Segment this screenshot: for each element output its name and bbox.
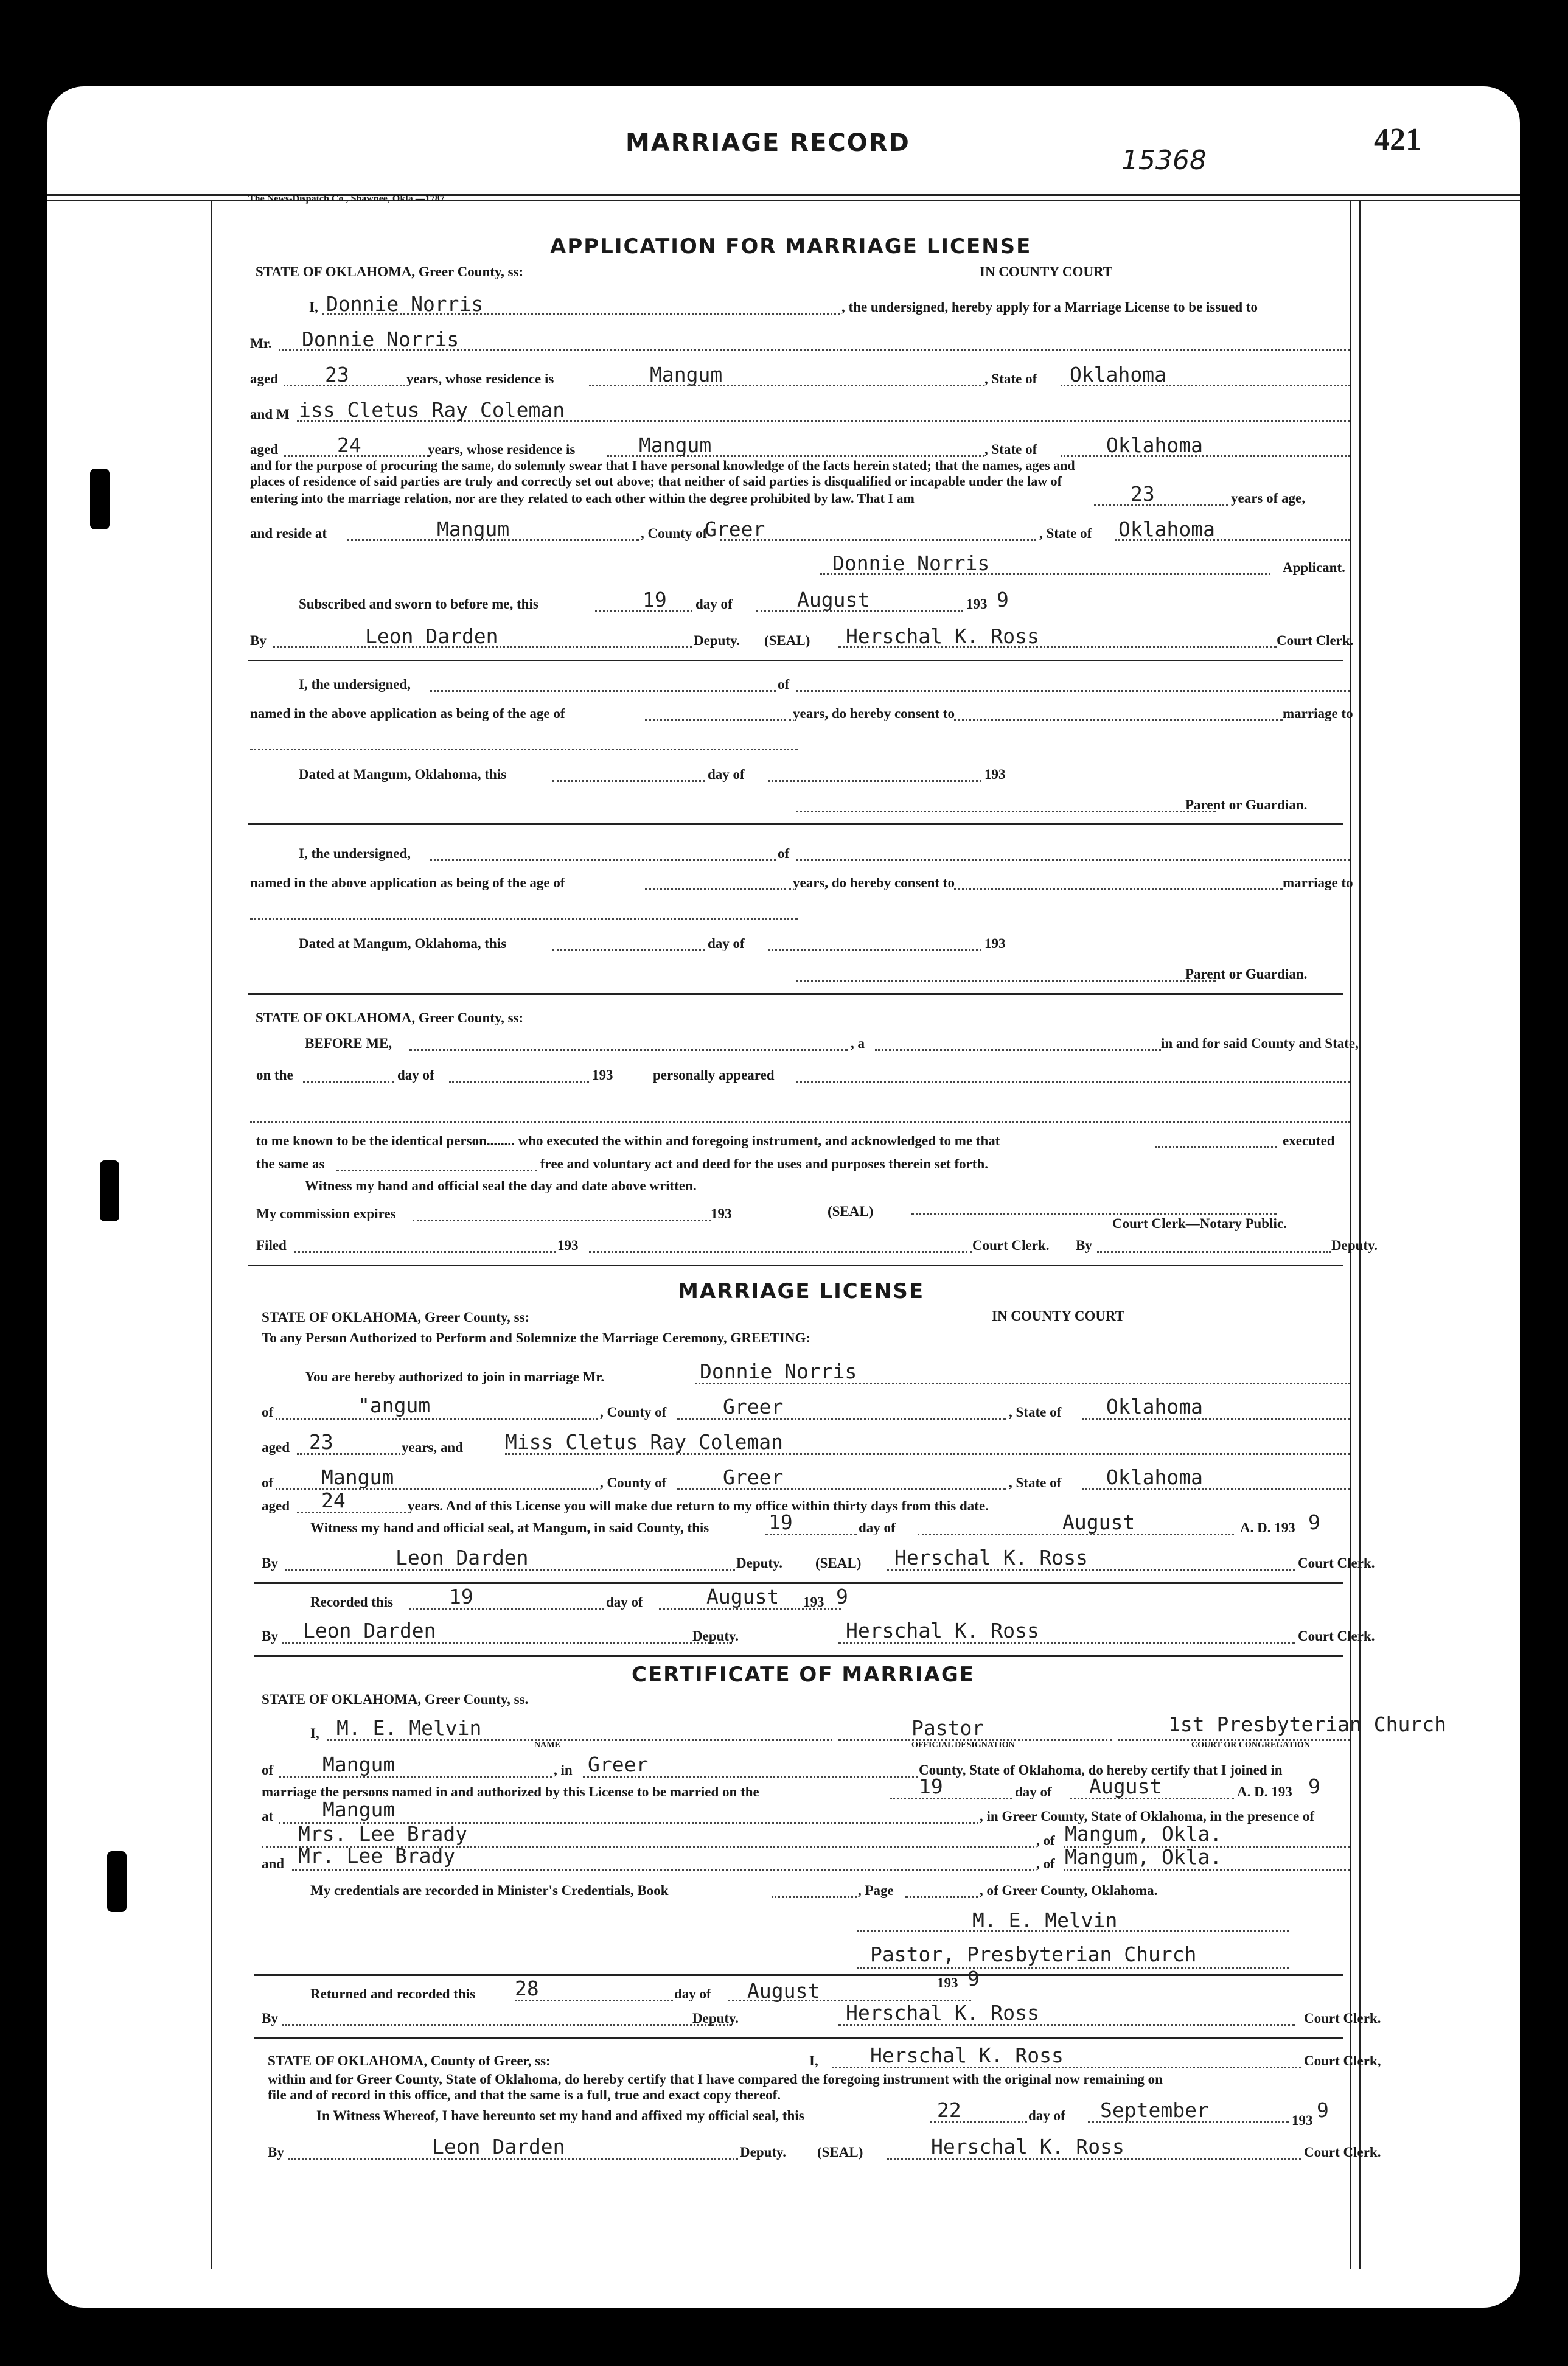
blank-line <box>276 1418 598 1420</box>
state-line: STATE OF OKLAHOMA, Greer County, ss: <box>262 1310 530 1325</box>
label: I, <box>310 1726 319 1741</box>
bride-state: Oklahoma <box>1106 433 1203 457</box>
blank-line <box>796 690 1350 692</box>
applicant-label: Applicant. <box>1283 560 1345 575</box>
label: the same as <box>256 1156 325 1171</box>
blank-line <box>279 1776 552 1778</box>
license-groom-county: Greer <box>723 1395 784 1419</box>
section-rule <box>248 823 1343 825</box>
label: aged <box>262 1498 290 1513</box>
label: OFFICIAL DESIGNATION <box>911 1740 1015 1750</box>
label: I, <box>309 299 318 315</box>
label: years of age, <box>1231 490 1305 506</box>
label: 193 <box>1292 2113 1313 2128</box>
label: Deputy. <box>736 1555 783 1571</box>
final-clerk-name: Herschal K. Ross <box>870 2043 1064 2067</box>
blank-line <box>720 539 1036 541</box>
label: named in the above application as being of the age of <box>250 875 565 890</box>
label: aged <box>250 371 278 386</box>
label: of <box>262 1762 274 1778</box>
label: day of <box>1028 2108 1065 2123</box>
blank-line <box>1064 1869 1350 1871</box>
blank-line <box>413 1220 711 1221</box>
label: In Witness Whereof, I have hereunto set my hand and affixed my official seal, this <box>316 2108 804 2123</box>
label: COURT OR CONGREGATION <box>1191 1740 1311 1750</box>
deputy-name: Leon Darden <box>365 624 498 648</box>
section-rule <box>248 1265 1343 1266</box>
license-groom-age: 23 <box>309 1430 333 1454</box>
blank-line <box>250 749 798 750</box>
blank-line <box>645 888 791 890</box>
applicant-county: Greer <box>705 517 765 541</box>
witness-1: Mrs. Lee Brady <box>298 1822 468 1846</box>
clerk-name: Herschal K. Ross <box>846 624 1039 648</box>
label: I, the undersigned, <box>299 677 411 692</box>
oath-text: places of residence of said parties are truly and correctly set out above; that neither of said parties is disqualified or incapable under the law of <box>250 473 1062 489</box>
label: Filed <box>256 1238 287 1253</box>
label: Mr. <box>250 336 272 351</box>
married-place: Mangum <box>322 1798 395 1821</box>
label: years, do hereby consent to <box>793 706 955 721</box>
court-label: IN COUNTY COURT <box>992 1308 1125 1324</box>
recorded-day: 19 <box>449 1585 473 1608</box>
final-day: 22 <box>937 2098 961 2122</box>
label: , of Greer County, Oklahoma. <box>980 1883 1158 1898</box>
label: , in <box>554 1762 573 1778</box>
signature-line <box>796 980 1216 982</box>
license-witness-day: 19 <box>768 1510 793 1534</box>
label: years. And of this License you will make due return to my office within thirty days from this date. <box>408 1498 989 1513</box>
section-rule <box>254 1974 1343 1976</box>
label: of <box>262 1475 274 1490</box>
final-deputy: Leon Darden <box>432 2135 565 2158</box>
blank-line <box>250 1121 1350 1123</box>
label: , State of <box>1009 1405 1062 1420</box>
binder-hole <box>107 1851 127 1912</box>
label: 193 <box>966 596 988 612</box>
section-rule <box>254 1582 1343 1584</box>
state-line: STATE OF OKLAHOMA, Greer County, ss. <box>262 1692 529 1707</box>
license-groom-name: Donnie Norris <box>700 1359 857 1383</box>
label: Deputy. <box>694 633 740 648</box>
applicant-signature: Donnie Norris <box>832 551 990 575</box>
label: Returned and recorded this <box>310 1986 476 2001</box>
application-heading: APPLICATION FOR MARRIAGE LICENSE <box>550 234 1032 259</box>
section-rule <box>254 2037 1343 2039</box>
license-bride-city: Mangum <box>321 1465 394 1489</box>
blank-line <box>409 1608 604 1610</box>
label: Witness my hand and official seal the day and date above written. <box>305 1178 697 1193</box>
section-rule <box>254 1655 1343 1657</box>
label: Court Clerk. <box>1277 633 1354 648</box>
label: 193 <box>984 767 1006 782</box>
blank-line <box>1155 1146 1277 1148</box>
label: on the <box>256 1067 293 1083</box>
license-heading: MARRIAGE LICENSE <box>678 1279 925 1303</box>
label: Deputy. <box>740 2144 787 2160</box>
groom-age: 23 <box>325 363 349 386</box>
label: executed <box>1283 1133 1335 1148</box>
label: , County of <box>600 1405 667 1420</box>
label: BEFORE ME, <box>305 1036 392 1051</box>
final-year: 9 <box>1317 2098 1329 2122</box>
applicant-name: Donnie Norris <box>326 292 484 316</box>
label: Witness my hand and official seal, at Mangum, in said County, this <box>310 1520 709 1535</box>
label: My commission expires <box>256 1206 396 1221</box>
label: aged <box>250 442 278 457</box>
license-bride-county: Greer <box>723 1465 784 1489</box>
seal-label: (SEAL) <box>815 1555 862 1571</box>
label: By <box>262 2011 278 2026</box>
label: Deputy. <box>692 2011 739 2026</box>
blank-line <box>796 1081 1350 1083</box>
label: marriage to <box>1283 706 1353 721</box>
blank-line <box>552 949 705 951</box>
blank-line <box>645 719 791 721</box>
blank-line <box>768 780 981 782</box>
right-margin-rule-2 <box>1359 200 1361 2269</box>
sworn-day: 19 <box>643 588 667 612</box>
label: marriage to <box>1283 875 1353 890</box>
oath-text: and for the purpose of procuring the same, do solemnly swear that I have personal knowledge of the facts herein stated; that the names, ages and <box>250 458 1075 473</box>
signature-line <box>911 1213 1277 1215</box>
state-line: STATE OF OKLAHOMA, Greer County, ss: <box>256 1010 524 1025</box>
label: file and of record in this office, and that the same is a full, true and exact copy thereof. <box>268 2087 781 2103</box>
label: personally appeared <box>653 1067 775 1083</box>
label: A. D. 193 <box>1240 1520 1295 1535</box>
label: 193 <box>984 936 1006 951</box>
greeting: To any Person Authorized to Perform and Solemnize the Marriage Ceremony, GREETING: <box>262 1330 811 1345</box>
license-witness-month: August <box>1062 1510 1135 1534</box>
blank-line <box>589 385 984 386</box>
blank-line <box>890 1798 1012 1799</box>
blank-line <box>292 1869 1034 1871</box>
label: County, State of Oklahoma, do hereby certify that I joined in <box>919 1762 1283 1778</box>
license-bride-name: Miss Cletus Ray Coleman <box>505 1430 783 1454</box>
section-rule <box>248 660 1343 661</box>
blank-line <box>430 859 776 861</box>
recorded-deputy: Leon Darden <box>303 1619 436 1642</box>
label: 193 <box>937 1975 958 1991</box>
label: , State of <box>984 371 1037 386</box>
label: NAME <box>534 1740 560 1750</box>
right-margin-rule <box>1350 200 1351 2269</box>
officiant-name: M. E. Melvin <box>336 1716 482 1740</box>
applicant-state: Oklahoma <box>1118 517 1215 541</box>
label: years, and <box>402 1440 463 1455</box>
label: Recorded this <box>310 1594 394 1610</box>
label: within and for Greer County, State of Oklahoma, do hereby certify that I have compared the foregoing instrument with the original now remaining on <box>268 2071 1163 2087</box>
label: Court Clerk. <box>1298 1555 1375 1571</box>
label: and reside at <box>250 526 327 541</box>
label: Court Clerk, <box>1304 2053 1381 2068</box>
label: 193 <box>557 1238 579 1253</box>
license-bride-age: 24 <box>321 1488 346 1512</box>
blank-line <box>336 1170 537 1171</box>
label: Court Clerk—Notary Public. <box>1112 1216 1287 1231</box>
blank-line <box>430 690 776 692</box>
label: By <box>250 633 267 648</box>
married-month: August <box>1089 1774 1162 1798</box>
church-name: 1st Presbyterian Church <box>1168 1712 1446 1736</box>
bride-residence: Mangum <box>639 433 712 457</box>
label: , in Greer County, State of Oklahoma, in the presence of <box>980 1809 1315 1824</box>
sworn-year: 9 <box>997 588 1009 612</box>
oath-text: entering into the marriage relation, nor are they related to each other within the degree prohibited by law. That I am <box>250 490 915 506</box>
label: By <box>268 2144 284 2160</box>
groom-name: Donnie Norris <box>302 327 459 351</box>
recorded-clerk: Herschal K. Ross <box>846 1619 1039 1642</box>
record-number: 15368 <box>1121 145 1207 176</box>
label: day of <box>674 1986 711 2001</box>
label: , the undersigned, hereby apply for a Marriage License to be issued to <box>841 299 1258 315</box>
label: Deputy. <box>1331 1238 1378 1253</box>
label: Court Clerk. <box>972 1238 1050 1253</box>
label: marriage the persons named in and authorized by this License to be married on the <box>262 1784 759 1799</box>
witness-2: Mr. Lee Brady <box>298 1844 456 1868</box>
applicant-age: 23 <box>1131 482 1155 506</box>
blank-line <box>303 1081 394 1083</box>
label: , a <box>851 1036 865 1051</box>
blank-line <box>954 888 1283 890</box>
final-clerk-signature: Herschal K. Ross <box>931 2135 1124 2158</box>
label: , of <box>1036 1856 1055 1871</box>
label: , State of <box>984 442 1037 457</box>
returned-month: August <box>747 1979 820 2003</box>
binder-hole <box>90 469 110 529</box>
label: and <box>262 1856 285 1871</box>
label: of <box>778 677 790 692</box>
label: Dated at Mangum, Oklahoma, this <box>299 767 507 782</box>
label: in and for said County and State, <box>1161 1036 1359 1051</box>
married-day: 19 <box>919 1774 943 1798</box>
seal-label: (SEAL) <box>828 1204 874 1219</box>
recorded-year: 9 <box>836 1585 848 1608</box>
returned-year: 9 <box>967 1967 980 1991</box>
officiant-title: Pastor <box>911 1716 984 1740</box>
blank-line <box>449 1081 589 1083</box>
officiant-signature: M. E. Melvin <box>972 1908 1118 1932</box>
blank-line <box>772 1896 857 1898</box>
seal-label: (SEAL) <box>764 633 810 648</box>
label: , of <box>1036 1833 1055 1848</box>
label: , County of <box>641 526 708 541</box>
label: By <box>262 1628 278 1644</box>
signature-line <box>857 1967 1289 1969</box>
groom-state: Oklahoma <box>1070 363 1166 386</box>
label: Court Clerk. <box>1304 2144 1381 2160</box>
label: , County of <box>600 1475 667 1490</box>
witness-2-city: Mangum, Okla. <box>1065 1845 1222 1869</box>
blank-line <box>589 1251 972 1253</box>
court-label: IN COUNTY COURT <box>980 264 1113 279</box>
label: I, the undersigned, <box>299 846 411 861</box>
blank-line <box>1094 504 1228 506</box>
label: day of <box>708 767 745 782</box>
label: Dated at Mangum, Oklahoma, this <box>299 936 507 951</box>
label: , Page <box>858 1883 894 1898</box>
seal-label: (SEAL) <box>817 2144 863 2160</box>
label: day of <box>397 1067 434 1083</box>
label: Parent or Guardian. <box>1185 966 1308 982</box>
sworn-month: August <box>797 588 870 612</box>
label: , State of <box>1039 526 1092 541</box>
printer-imprint: The News-Dispatch Co., Shawnee, Okla.—1787 <box>248 194 445 204</box>
blank-line <box>409 1049 848 1051</box>
license-groom-state: Oklahoma <box>1106 1395 1203 1419</box>
label: , State of <box>1009 1475 1062 1490</box>
label: By <box>262 1555 278 1571</box>
returned-day: 28 <box>515 1977 539 2000</box>
label: day of <box>859 1520 896 1535</box>
label: Subscribed and sworn to before me, this <box>299 596 538 612</box>
bride-name: iss Cletus Ray Coleman <box>299 398 565 422</box>
label: My credentials are recorded in Minister's Credentials, Book <box>310 1883 669 1898</box>
blank-line <box>875 1049 1161 1051</box>
signature-line <box>796 811 1216 812</box>
blank-line <box>954 719 1283 721</box>
label: to me known to be the identical person........ who executed the within and foregoing instrument, and acknowledged to me that <box>256 1133 1000 1148</box>
page-number: 421 <box>1374 122 1421 157</box>
blank-line <box>905 1896 978 1898</box>
applicant-residence: Mangum <box>437 517 510 541</box>
label: day of <box>695 596 733 612</box>
label: Court Clerk. <box>1304 2011 1381 2026</box>
label: 193 <box>592 1067 613 1083</box>
section-rule <box>248 993 1343 995</box>
blank-line <box>297 1512 406 1513</box>
final-month: September <box>1100 2098 1209 2122</box>
blank-line <box>294 1251 556 1253</box>
license-witness-year: 9 <box>1308 1510 1320 1534</box>
label: and M <box>250 407 290 422</box>
officiant-signature-title: Pastor, Presbyterian Church <box>870 1942 1197 1966</box>
label: 193 <box>803 1594 824 1610</box>
license-bride-state: Oklahoma <box>1106 1465 1203 1489</box>
license-deputy-name: Leon Darden <box>395 1546 529 1569</box>
label: years, do hereby consent to <box>793 875 955 890</box>
record-page <box>47 86 1520 2308</box>
label: I, <box>809 2053 818 2068</box>
label: Court Clerk. <box>1298 1628 1375 1644</box>
cert-county: Greer <box>588 1753 649 1776</box>
label: By <box>1076 1238 1092 1253</box>
license-groom-city: "angum <box>358 1394 431 1417</box>
label: 193 <box>711 1206 732 1221</box>
married-year: 9 <box>1308 1774 1320 1798</box>
left-margin-rule <box>211 200 212 2269</box>
binder-hole <box>100 1160 119 1221</box>
blank-line <box>768 949 981 951</box>
label: of <box>778 846 790 861</box>
recorded-month: August <box>706 1585 779 1608</box>
label: day of <box>1015 1784 1052 1799</box>
page-title: MARRIAGE RECORD <box>625 129 910 157</box>
label: Deputy. <box>692 1628 739 1644</box>
label: years, whose residence is <box>428 442 576 457</box>
label: named in the above application as being of the age of <box>250 706 565 721</box>
label: A. D. 193 <box>1237 1784 1292 1799</box>
state-line: STATE OF OKLAHOMA, Greer County, ss: <box>256 264 524 279</box>
certificate-heading: CERTIFICATE OF MARRIAGE <box>632 1663 975 1687</box>
label: day of <box>606 1594 643 1610</box>
returned-clerk: Herschal K. Ross <box>846 2001 1039 2025</box>
blank-line <box>1097 1251 1331 1253</box>
label: day of <box>708 936 745 951</box>
blank-line <box>552 780 705 782</box>
state-line: STATE OF OKLAHOMA, County of Greer, ss: <box>268 2053 551 2068</box>
license-clerk-name: Herschal K. Ross <box>894 1546 1088 1569</box>
label: You are hereby authorized to join in marriage Mr. <box>305 1369 605 1384</box>
label: aged <box>262 1440 290 1455</box>
bride-age: 24 <box>337 433 361 457</box>
label: years, whose residence is <box>406 371 554 386</box>
blank-line <box>282 2024 732 2026</box>
label: Parent or Guardian. <box>1185 797 1308 812</box>
label: at <box>262 1809 274 1824</box>
blank-line <box>250 918 798 920</box>
label: free and voluntary act and deed for the uses and purposes therein set forth. <box>540 1156 989 1171</box>
groom-residence: Mangum <box>650 363 723 386</box>
blank-line <box>796 859 1350 861</box>
label: of <box>262 1405 274 1420</box>
cert-city: Mangum <box>322 1753 395 1776</box>
blank-line <box>1061 455 1350 457</box>
witness-1-city: Mangum, Okla. <box>1065 1822 1222 1846</box>
